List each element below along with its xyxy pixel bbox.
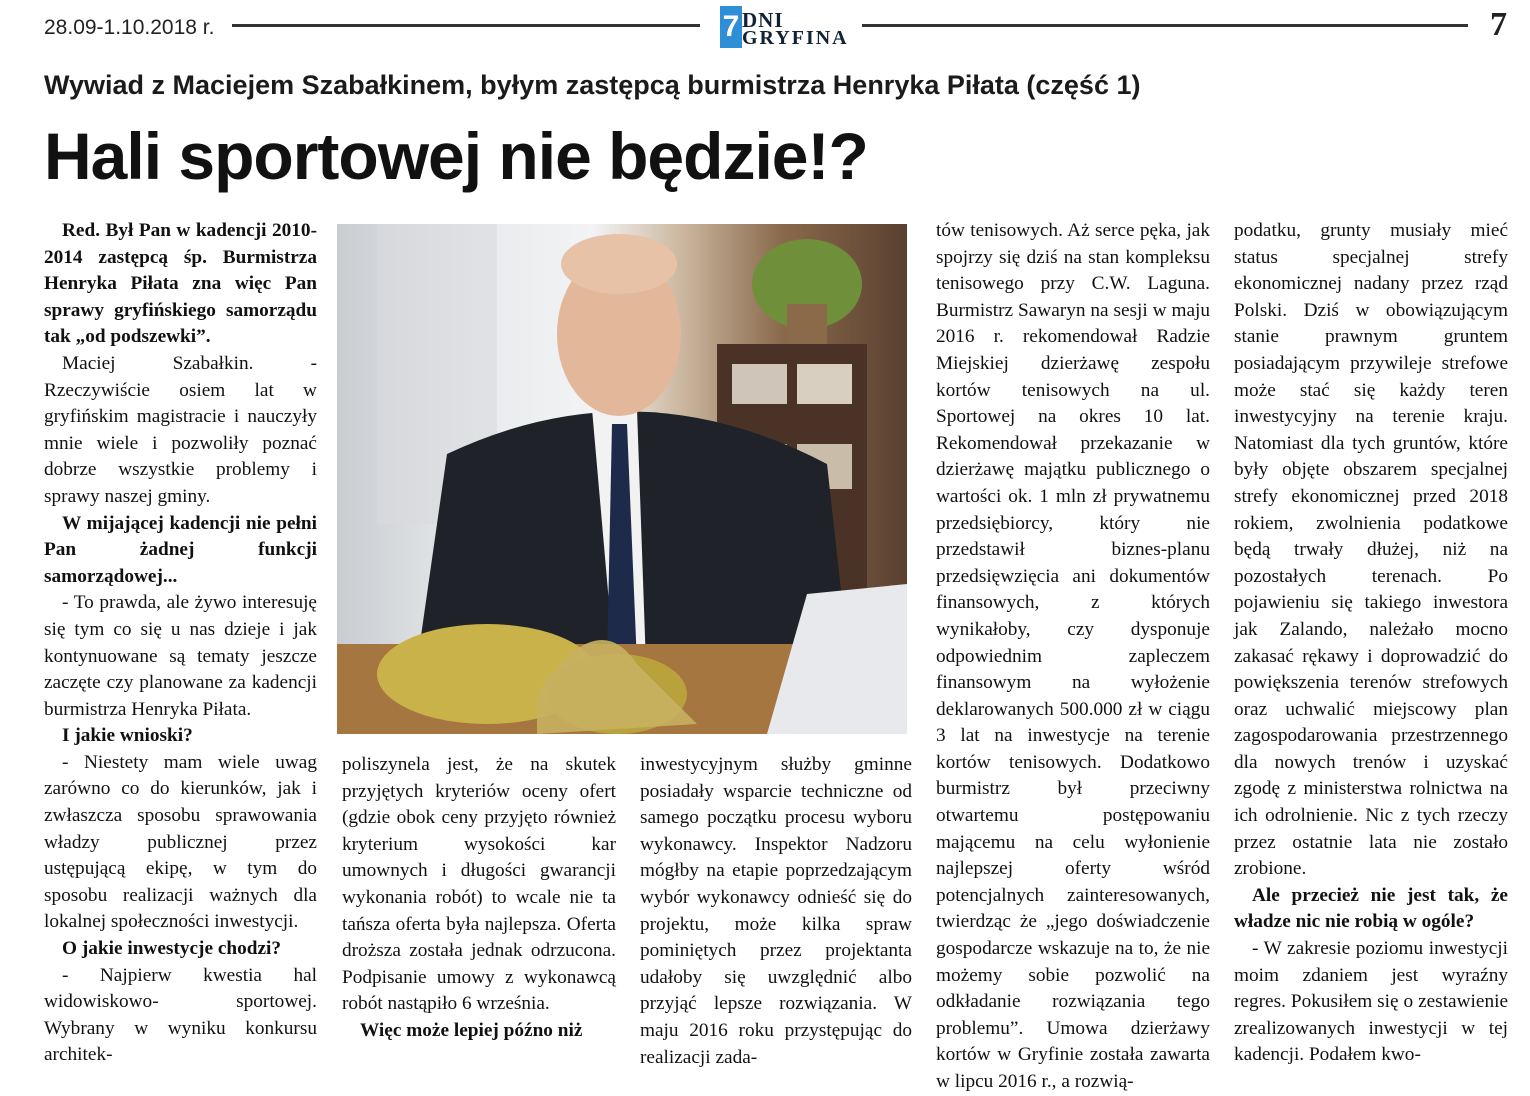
article-paragraph: - To prawda, ale żywo interesuję się tym co się u nas dzieje i jak kontynuowane są tematy jeszcze zaczęte czy planowane za kadencji burmistrza Henryka Piłata. [44, 592, 317, 720]
logo-word-dni: DNI [742, 8, 784, 32]
article-paragraph: tów tenisowych. Aż serce pęka, jak spojrzy się dziś na stan kompleksu tenisowego przy C.W. Laguna. Burmistrz Sawaryn na sesji w maju 2016 r. rekomendował Radzie Miejskiej dzierżawę zespołu kortów tenisowych na ul. Sportowej na okres 10 lat. Rekomendował przekazanie w dzierżawę majątku publicznego o wartości ok. 1 mln zł prywatnemu przedsiębiorcy, który nie przedstawił biznes-planu przedsięwzięcia ani dokumentów finansowych, z których wynikałoby, czy dysponuje odpowiednim zapleczem finansowym na wyłożenie deklarowanych 500.000 zł w ciągu 3 lat na inwestycje na terenie kortów tenisowych. Dodatkowo burmistrz był przeciwny otwartemu postępowaniu mającemu na celu wyłonienie najlepszej oferty wśród potencjalnych zainteresowanych, twierdząc że „jego doświadczenie gospodarcze wskazuje na to, że nie możemy sobie pozwolić na odkładanie rozwiązania tego problemu”. Umowa dzierżawy kortów w Gryfinie została zawarta w lipcu 2016 r., a rozwią- [936, 220, 1210, 1092]
interview-question: Ale przecież nie jest tak, że władze nic nie robią w ogóle? [1234, 884, 1508, 933]
article-paragraph: - Najpierw kwestia hal widowiskowo- sportowej. Wybrany w wyniku konkursu architek- [44, 964, 317, 1066]
logo-word-gryfina: GRYFINA [742, 27, 849, 49]
text-column-3 [640, 752, 912, 1076]
page-number: 7 [1490, 6, 1507, 43]
article-paragraph: inwestycyjnym służby gminne posiadały wsparcie techniczne od samego początku procesu wyboru wykonawcy. Inspektor Nadzoru mógłby na etapie poprzedzającym wybór wykonawcy odnieść się do projektu, może kilka spraw pominiętych przez projektanta udałoby się uwzględnić albo przyjąć lepsze rozwiązania. W maju 2016 roku przystępując do realizacji zada- [640, 754, 912, 1068]
logo-number: 7 [720, 6, 742, 48]
interview-question: Red. Był Pan w kadencji 2010- 2014 zastępcą śp. Burmistrza Henryka Piłata zna więc Pan sprawy gryfińskiego samorządu tak „od podszewki”. [44, 220, 317, 348]
article-paragraph: Maciej Szabałkin. - Rzeczywiście osiem lat w gryfińskim magistracie i nauczyły mnie wiele i pozwoliły poznać dobrze wszystkie problemy i sprawy naszej gminy. [44, 352, 317, 507]
interview-question: Więc może lepiej późno niż [360, 1019, 583, 1041]
interview-question: O jakie inwestycje chodzi? [62, 938, 282, 960]
interview-question: I jakie wnioski? [62, 725, 193, 747]
article-paragraph: podatku, grunty musiały mieć status specjalnej strefy ekonomicznej nadany przez rząd Polski. Dziś w obowiązującym stanie prawnym gruntem posiadającym przywileje strefowe może stać się każdy teren inwestycyjny na terenie kraju. Natomiast dla tych gruntów, które były objęte obszarem specjalnej strefy ekonomicznej przed 2018 rokiem, zwolnienia podatkowe będą trwały dłużej, niż na pozostałych terenach. Po pojawieniu się takiego inwestora jak Zalando, należało mocno zakasać rękawy i doprowadzić do powiększenia terenów strefowych oraz uchwalić miejscowy plan zagospodarowania przestrzennego dla nowych trenów i uzyskać zgodę z ministerstwa rolnictwa na ich odrolnienie. Nic z tych rzeczy przez ostatnie lata nie zostało zrobione. [1234, 220, 1508, 880]
article-paragraph: - W zakresie poziomu inwestycji moim zdaniem jest wyraźny regres. Pokusiłem się o zestawienie zrealizowanych inwestycji w tej kadencji. Podałem kwo- [1234, 938, 1508, 1066]
text-column-2 [342, 752, 616, 1076]
article-kicker: Wywiad z Maciejem Szabałkinem, byłym zastępcą burmistrza Henryka Piłata (część 1) [44, 70, 1141, 100]
interview-photo [337, 224, 907, 734]
interview-question: W mijającej kadencji nie pełni Pan żadnej funkcji samorządowej... [44, 512, 317, 587]
header-rule-left [232, 24, 700, 27]
article-paragraph: - Niestety mam wiele uwag zarówno co do kierunków, jak i zwłaszcza sposobu sprawowania władzy publicznej przez ustępującą ekipę, w tym do sposobu realizacji ważnych dla lokalnej społeczności inwestycji. [44, 751, 317, 933]
text-column-1 [44, 218, 317, 1076]
text-column-4 [936, 218, 1210, 1092]
issue-date: 28.09-1.10.2018 r. [44, 16, 215, 39]
text-column-5 [1234, 218, 1508, 1076]
header-rule-right [862, 24, 1468, 27]
newspaper-logo [720, 6, 849, 49]
article-paragraph: poliszynela jest, że na skutek przyjętych kryteriów oceny ofert (gdzie obok ceny przyjęto również kryterium wysokości kar umownych i długości gwarancji wykonania robót) to wcale nie ta tańsza oferta była najlepsza. Oferta droższa została jednak odrzucona. Podpisanie umowy z wykonawcą robót nastąpiło 6 września. [342, 754, 616, 1015]
portrait-photo-icon [337, 224, 907, 734]
article-headline: Hali sportowej nie będzie!? [44, 119, 868, 193]
